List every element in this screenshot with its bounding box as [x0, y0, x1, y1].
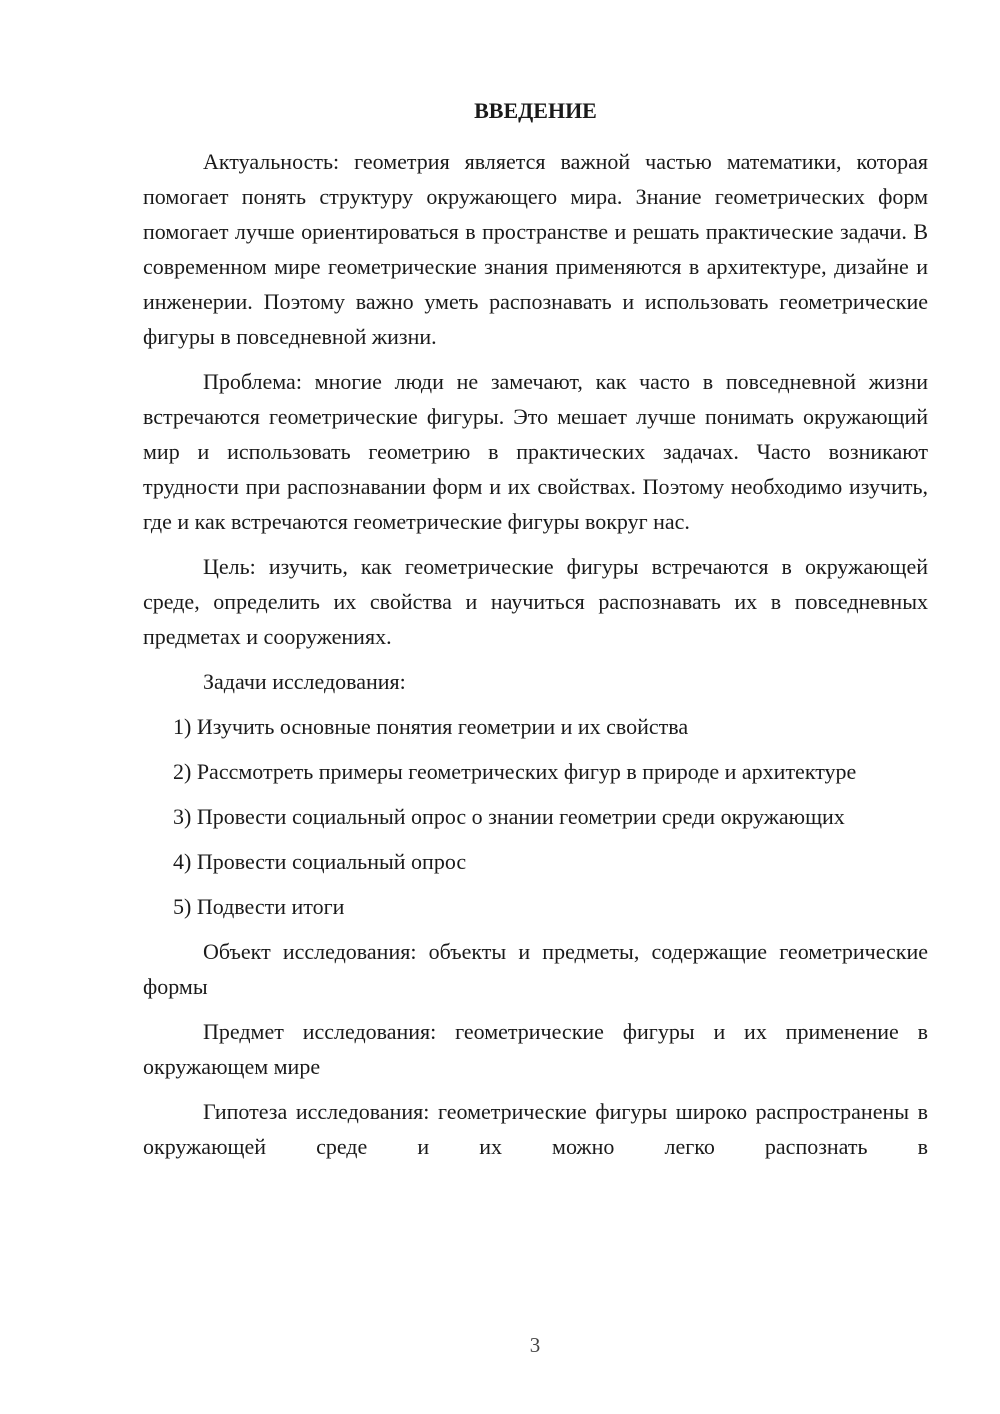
list-item: 1) Изучить основные понятия геометрии и их свойства	[173, 714, 689, 739]
list-item: 4) Провести социальный опрос	[173, 849, 467, 874]
page-number: 3	[529, 1333, 541, 1357]
list-item: 3) Провести социальный опрос о знании геометрии среди окружающих	[173, 804, 845, 829]
document-page	[143, 96, 928, 1174]
hypothesis-paragraph: Гипотеза исследования: геометрические фигуры широко распространены в окружающей среде и их можно легко распознать в	[143, 1099, 928, 1159]
tasks-list	[143, 709, 928, 924]
list-item: 2) Рассмотреть примеры геометрических фигур в природе и архитектуре	[173, 759, 857, 784]
relevance-paragraph: Актуальность: геометрия является важной частью математики, которая помогает понять структуру окружающего мира. Знание геометрических форм помогает лучше ориентироваться в пространстве и решать практические задачи. В современном мире геометрические знания применяются в архитектуре, дизайне и инженерии. Поэтому важно уметь распознавать и использовать геометрические фигуры в повседневной жизни.	[143, 149, 928, 349]
tasks-heading: Задачи исследования:	[203, 669, 406, 694]
object-paragraph: Объект исследования: объекты и предметы, содержащие геометрические формы	[143, 939, 928, 999]
problem-paragraph: Проблема: многие люди не замечают, как часто в повседневной жизни встречаются геометрические фигуры. Это мешает лучше понимать окружающий мир и использовать геометрию в практических задачах. Часто возникают трудности при распознавании форм и их свойствах. Поэтому необходимо изучить, где и как встречаются геометрические фигуры вокруг нас.	[143, 369, 928, 534]
goal-paragraph: Цель: изучить, как геометрические фигуры встречаются в окружающей среде, определить их свойства и научиться распознавать их в повседневных предметах и сооружениях.	[143, 554, 928, 649]
page-title: ВВЕДЕНИЕ	[474, 98, 597, 123]
list-item: 5) Подвести итоги	[173, 894, 345, 919]
subject-paragraph: Предмет исследования: геометрические фигуры и их применение в окружающем мире	[143, 1019, 928, 1079]
